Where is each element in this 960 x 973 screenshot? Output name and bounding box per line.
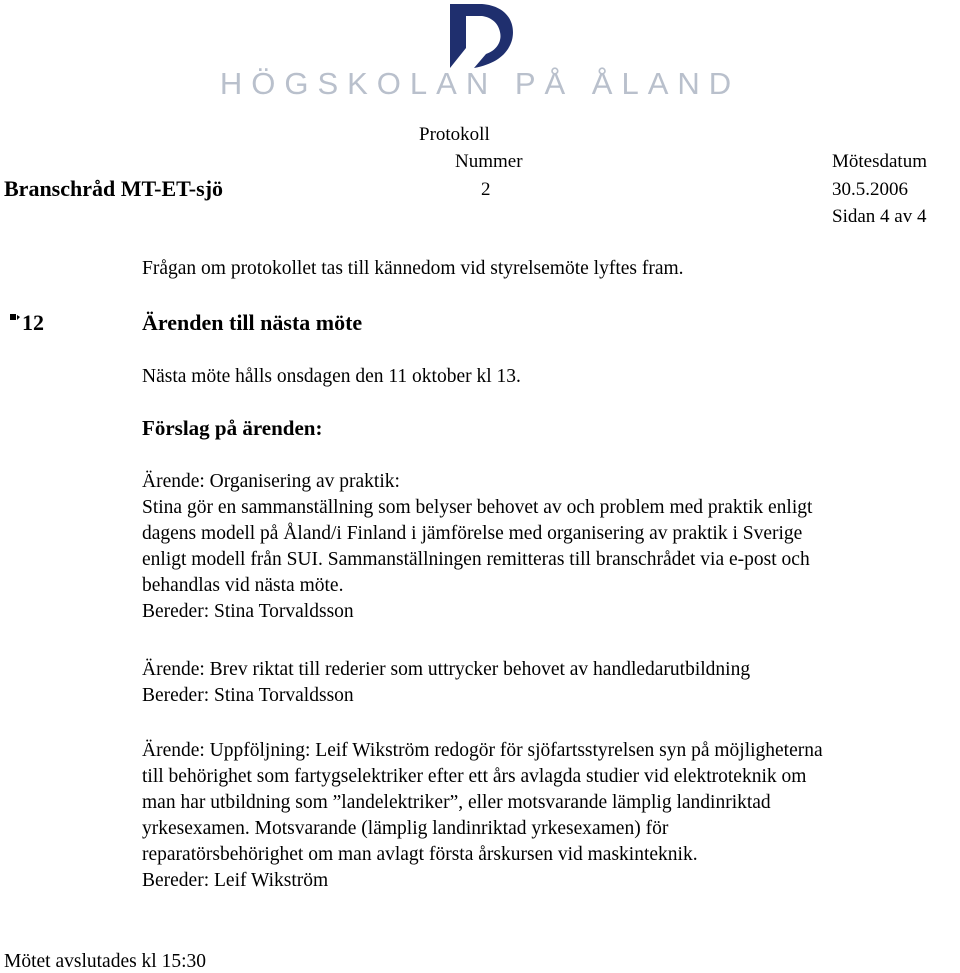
agenda-item-line: Bereder: Stina Torvaldsson xyxy=(142,601,354,622)
intro-text: Frågan om protokollet tas till kännedom vid styrelsemöte lyftes fram. xyxy=(142,258,684,279)
agenda-item-1 xyxy=(142,469,960,625)
agenda-item-line: enligt modell från SUI. Sammanställningen remitteras till branschrådet via e-post och xyxy=(142,549,810,570)
date-label: Mötesdatum xyxy=(832,151,927,172)
doc-type-label: Protokoll xyxy=(419,124,490,145)
section-heading-row xyxy=(8,310,363,337)
agenda-item-line: Bereder: Leif Wikström xyxy=(142,870,329,891)
agenda-item-line: yrkesexamen. Motsvarande (lämplig landinriktad yrkesexamen) för xyxy=(142,818,669,839)
number-label: Nummer xyxy=(455,151,523,172)
agenda-item-line: Bereder: Stina Torvaldsson xyxy=(142,685,354,706)
committee-title: Branschråd MT-ET-sjö xyxy=(4,176,224,201)
proposals-heading: Förslag på ärenden: xyxy=(142,416,323,440)
agenda-item-line: Ärende: Organisering av praktik: xyxy=(142,471,400,492)
section-title: Ärenden till nästa möte xyxy=(142,310,363,335)
logo-text: HÖGSKOLAN PÅ ÅLAND xyxy=(219,66,741,101)
next-meeting-text: Nästa möte hålls onsdagen den 11 oktober kl 13. xyxy=(142,366,521,387)
agenda-item-line: dagens modell på Åland/i Finland i jämförelse med organisering av praktik i Sverige xyxy=(142,523,803,544)
logo-mark-icon xyxy=(446,2,518,70)
agenda-item-line: behandlas vid nästa möte. xyxy=(142,575,344,596)
closing-text: Mötet avslutades kl 15:30 xyxy=(4,951,207,972)
meeting-date: 30.5.2006 xyxy=(832,179,908,200)
agenda-item-line: Stina gör en sammanställning som belyser behovet av och problem med praktik enligt xyxy=(142,497,813,518)
section-number: 12 xyxy=(22,310,44,335)
agenda-item-line: man har utbildning som ”landelektriker”, eller motsvarande lämplig landinriktad xyxy=(142,792,771,813)
agenda-item-line: Ärende: Brev riktat till rederier som uttrycker behovet av handledarutbildning xyxy=(142,659,751,680)
agenda-item-2 xyxy=(142,657,960,709)
agenda-item-line: reparatörsbehörighet om man avlagt första årskursen vid maskinteknik. xyxy=(142,844,698,865)
agenda-item-line: Ärende: Uppföljning: Leif Wikström redogör för sjöfartsstyrelsen syn på möjligheterna xyxy=(142,740,823,761)
square-bullet-icon xyxy=(8,312,22,337)
agenda-item-3 xyxy=(142,738,960,894)
meeting-number: 2 xyxy=(481,179,491,200)
agenda-item-line: till behörighet som fartygselektriker efter ett års avlagda studier vid elektroteknik om xyxy=(142,766,807,787)
page-indicator: Sidan 4 av 4 xyxy=(832,206,927,227)
